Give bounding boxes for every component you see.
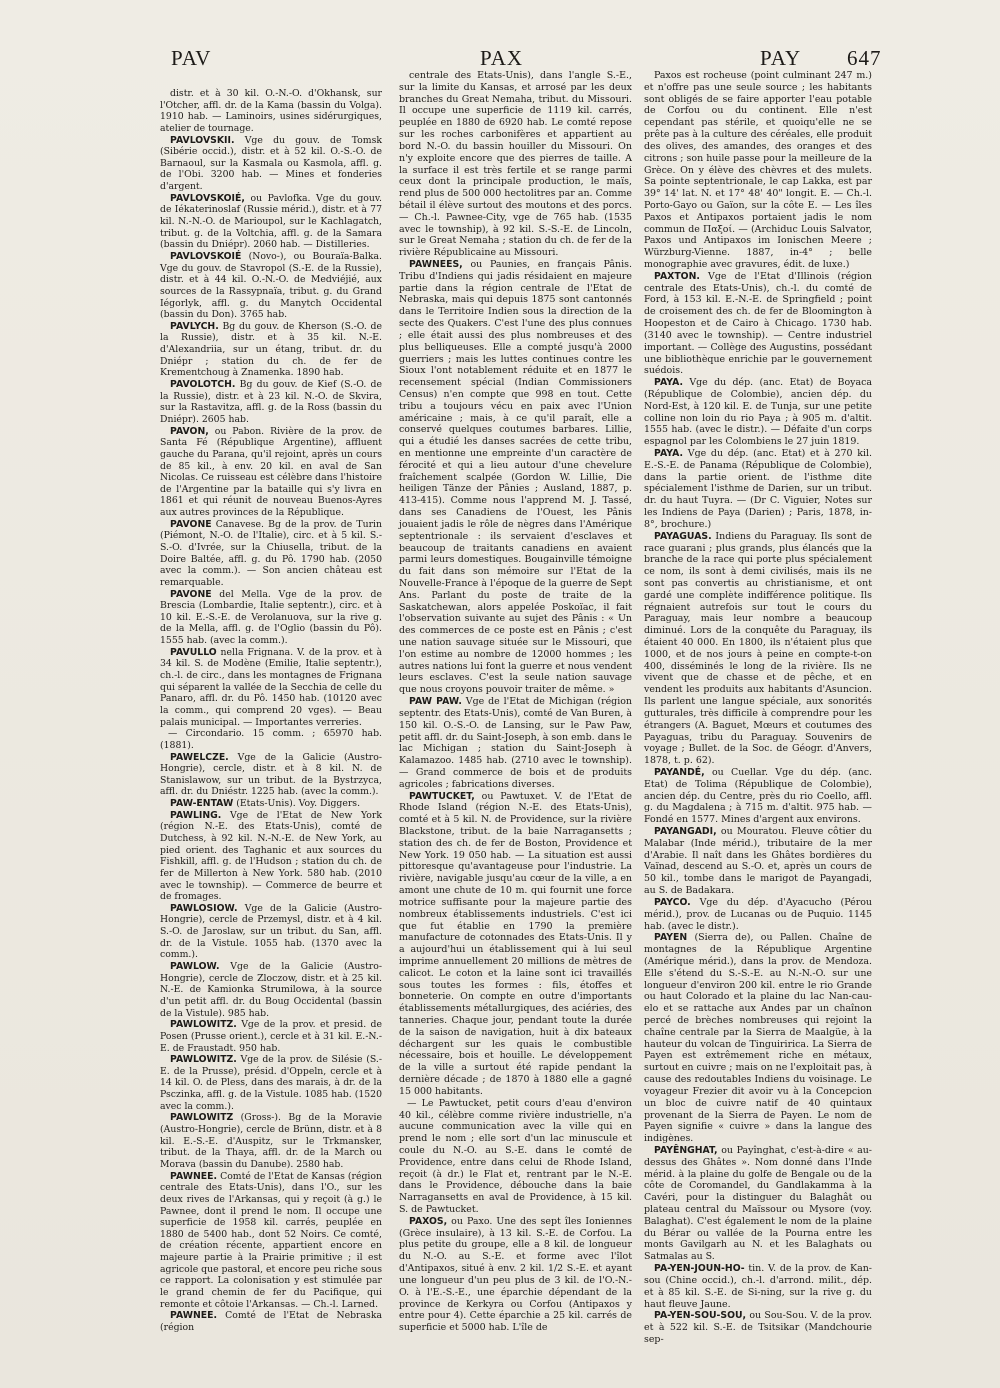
dictionary-entry (160, 589, 382, 647)
entry-text: Vge du dép. d'Ayacucho (Pérou mérid.), prov. de Lucanas ou de Puquio. 1145 hab. (avec le distr.). (644, 896, 872, 932)
entry-text: ou Pavlofka. Vge du gouv. de Iékaterinoslaf (Russie mérid.), distr. et à 77 kil. N.-N.-O. de Marioupol, sur le Kachlagatch, tribut. g. de la Voltchia, affl. g. de la Samara (bassin du Dniépr). 2060 hab. — Distilleries. (160, 192, 382, 251)
entry-headword: PAVONE (170, 518, 212, 530)
entry-headword: PAVLYCH. (170, 320, 219, 332)
entry-headword: PAXTON. (654, 270, 700, 282)
dictionary-entry (160, 1054, 382, 1112)
dictionary-entry (160, 1112, 382, 1170)
entry-headword: PAWLOWITZ. (170, 1019, 237, 1031)
entry-text: Vge de la Galicie (Austro-Hongrie), cercle, distr. et à 8 kil. N. de Stanislawow, sur un tribut. de la Bystrzyca, affl. dr. du Dniéstr. 1225 hab. (avec la comm.). (160, 751, 382, 798)
entry-text: Vge de l'Etat de New York (région N.-E. des Etats-Unis), comté de Dutchess, à 92 kil. N.-N.-E. de New York, au pied orient. des Taghanic et aux sources du Fishkill, affl. g. de l'Hudson ; station du ch. de fer de Millerton à New York. 580 hab. (2010 avec le township). — Commerce de beurre et de fromages. (160, 809, 382, 903)
entry-text: ou Paunies, en français Pânis. Tribu d'Indiens qui jadis résidaient en majeure partie dans la région centrale de l'Etat de Nebraska, mais qui depuis 1875 sont cantonnés dans le Territoire Indien sous la direction de la secte des Quakers. C'est l'une des plus connues ; elle était aussi des plus nombreuses et des plus belliqueuses. Elle a compté jusqu'à 2000 guerriers ; mais les luttes continues contre les Sioux l'ont notablement réduite et en 1877 le recensement spécial (Indian Commissioners Census) n'en compte que 998 en tout. Cette tribu a toujours vécu en paix avec l'Union américaine ; mais, à ce qu'il paraît, elle a conservé quelques coutumes barbares. Lillie, qui a étudié les danses sacrées de cette tribu, en mentionne une empreinte d'un caractère de férocité et qui a lieu autour d'une chevelure fraîchement scalpée (Gordon W. Lillie, Die heiligen Tänze der Pânies ; Ausland, 1887, p. 413-415). Comme nous l'apprend M. J. Tassé, dans ses Canadiens de l'Ouest, les Pânis jouaient jadis le rôle de nègres dans l'Amérique septentrionale : ils servaient d'esclaves et beaucoup de traitants canadiens en avaient parmi leurs domestiques. Bougainville témoigne du fait dans son mémoire sur l'Etat de la Nouvelle-France à l'époque de la guerre de Sept Ans. Parlant du poste de traite de la Saskatchewan, alors appelée Poskoïac, il fait l'observation suivante au sujet des Pânis : « Un des commerces de ce poste est en Pânis ; c'est une nation sauvage située sur le Missouri, que l'on estime au nombre de 12000 hommes ; les autres nations lui font la guerre et nous vendent leurs esclaves. C'est la seule nation sauvage que nous croyons pouvoir traiter de même. » (399, 259, 632, 696)
entry-headword: PA-YEN-JOUN-HO- (654, 1263, 745, 1275)
entry-text: (Sierra de), ou Pallen. Chaîne de montagnes de la République Argentine (Amérique mérid.), dans la prov. de Mendoza. Elle s'étend du S.-S.-E. au N.-N.-O. sur une longueur d'environ 200 kil. entre le rio Grande ou haut Colorado et la plaine du lac Nan-cau-elo et se rattache aux Andes par un chaînon percé de brèches nombreuses qui rejoint la chaîne centrale par la Sierra de Maalgüe, à la hauteur du volcan de Tinguiririca. La Sierra de Payen est extrêmement riche en métaux, surtout en cuivre ; mais on ne l'exploitait pas, à cause des redoutables Indiens du voisinage. Le voyageur Frezier dit avoir vu à la Concepcion un bloc de cuivre natif de 40 quintaux provenant de la Sierra de Payen. Le nom de Payen signifie « cuivre » dans la langue des indigènes. (644, 932, 872, 1145)
dictionary-entry (160, 88, 382, 135)
entry-text: ou Pawtuxet. V. de l'Etat de Rhode Island (région N.-E. des Etats-Unis), comté et à 5 kil. N. de Providence, sur la rivière Blackstone, tribut. de la baie Narragansetts ; station des ch. de fer de Boston, Providence et New York. 19 050 hab. — La situation est aussi pittoresque qu'avantageuse pour l'industrie. La rivière, navigable jusqu'au cœur de la ville, a en amont une chute de 10 m. qui fournit une force motrice suffisante pour la majeure partie des nombreux établissements industriels. C'est ici que fut établie en 1790 la première manufacture de cotonnades des Etats-Unis. Il y a aujourd'hui un établissement qui à lui seul imprime annuellement 20 millions de mètres de calicot. Le coton et la laine sont ici travaillés sous toutes les formes : fils, étoffes et bonneterie. On compte en outre d'importants établissements métallurgiques, des aciéries, des tanneries. Chaque jour, pendant toute la durée de la saison de navigation, huit à dix bateaux déchargent sur les quais le combustible nécessaire, bois et houille. Le développement de la ville a surtout été rapide pendant la dernière décade ; de 1870 à 1880 elle a gagné 15 000 habitants. (399, 790, 633, 1097)
entry-text: centrale des Etats-Unis), dans l'angle S.-E., sur la limite du Kansas, et arrosé par les deux branches du Great Nemaha, tribut. du Missouri. Il occupe une superficie de 1119 kil. carrés, peuplée en 1880 de 6920 hab. Le comté repose sur les roches carbonifères et appartient au bord N.-O. du bassin houiller du Missouri. On n'y exploite encore que des pierres de taille. A la surface il est très fertile et se range parmi ceux dont la principale production, le maïs, rend plus de 500 000 hectolitres par an. Comme bétail il élève surtout des moutons et des porcs. — Ch.-l. Pawnee-City, vge de 765 hab. (1535 avec le township), à 92 kil. S.-S.-E. de Lincoln, sur le Great Nemaha ; station du ch. de fer de la rivière Républicaine au Missouri. (399, 70, 632, 259)
dictionary-entry (644, 1145, 872, 1263)
entry-text: Bg du gouv. de Kherson (S.-O. de la Russie), distr. et à 35 kil. N.-E. d'Alexandriia, sur un étang, tribut. dr. du Dniépr ; station du ch. de fer de Krementchoug à Znamenka. 1890 hab. (160, 320, 382, 379)
entry-headword: PAWLOWITZ (170, 1112, 234, 1124)
dictionary-entry (160, 1019, 382, 1054)
dictionary-entry (644, 1263, 872, 1310)
entry-text: (Gross-). Bg de la Moravie (Austro-Hongrie), cercle de Brünn, distr. et à 8 kil. E.-S.-E. d'Auspitz, sur le Trkmansker, tribut. de la Thaya, affl. dr. de la March ou Morava (bassin du Danube). 2580 hab. (160, 1112, 382, 1170)
column-3 (644, 70, 872, 1346)
entry-headword: PAWNEE. (170, 1170, 218, 1182)
entry-headword: PAWLOWITZ. (170, 1054, 237, 1066)
dictionary-entry (160, 193, 382, 251)
entry-text: Vge de l'Etat d'Illinois (région centrale des Etats-Unis), ch.-l. du comté de Ford, à 153 kil. E.-N.-E. de Springfield ; point de croisement des ch. de fer de Bloomington à Hoopeston et de Cairo à Chicago. 1730 hab. (3140 avec le township). — Centre industriel important. — Collège des Augustins, possédant une bibliothèque enrichie par le gouvernement suédois. (644, 270, 873, 377)
dictionary-entry (160, 251, 382, 321)
entry-headword: PAWLOSIOW. (170, 902, 238, 914)
entry-text: ou Sou-Sou. V. de la prov. et à 522 kil. S.-E. de Tsitsikar (Mandchourie sep- (644, 1310, 873, 1345)
dictionary-entry (160, 379, 382, 426)
entry-text: Vge de la Galicie (Austro-Hongrie), cercle de Zloczow, distr. et à 25 kil. N.-E. de Kamionka Strumilowa, à la source d'un petit affl. dr. du Boug Occidental (bassin de la Vistule). 985 hab. (160, 961, 382, 1019)
entry-headword: PA-YEN-SOU-SOU, (654, 1310, 747, 1322)
dictionary-entry (644, 767, 872, 826)
dictionary-entry (160, 810, 382, 903)
dictionary-entry (644, 1310, 872, 1345)
dictionary-entry (399, 259, 632, 696)
entry-headword: PAW PAW. (409, 696, 462, 708)
entry-text: Vge du gouv. de Tomsk (Sibérie occid.), distr. et à 52 kil. O.-S.-O. de Barnaoul, sur la Kasmala ou Kasmola, affl. g. de l'Obi. 3200 hab. — Mines et fonderies d'argent. (160, 134, 382, 193)
dictionary-entry (644, 897, 872, 932)
entry-headword: PAYANGADI, (654, 826, 717, 837)
entry-text: ou Cuellar. Vge du dép. (anc. Etat) de Tolima (République de Colombie), ancien dép. du Centre, près du rio Coello, affl. g. du Magdalena ; à 715 m. d'altit. 975 hab. — Fondé en 1577. Mines d'argent aux environs. (644, 766, 873, 826)
dictionary-entry (644, 826, 872, 897)
entry-headword: PAVON, (170, 425, 209, 437)
running-head-center: PAX (480, 46, 524, 70)
dictionary-entry (160, 961, 382, 1019)
dictionary-entry (644, 70, 872, 271)
dictionary-entry (644, 531, 872, 767)
entry-text: Vge de la prov. de Silésie (S.-E. de la Prusse), présid. d'Oppeln, cercle et à 14 kil. O. de Pless, dans des marais, à dr. de la Psczinka, affl. g. de la Vistule. 1085 hab. (1520 avec la comm.). (160, 1054, 382, 1112)
entry-headword: PAVLOVSKOIÉ (170, 250, 242, 262)
entry-headword: PAVLOVSKOIÉ, (170, 192, 245, 204)
entry-headword: PAVULLO (170, 646, 217, 658)
dictionary-entry (644, 271, 872, 377)
entry-headword: PAVONE (170, 588, 212, 600)
dictionary-entry (399, 1216, 632, 1334)
dictionary-entry (160, 752, 382, 799)
entry-headword: PAW-ENTAW (170, 798, 234, 810)
entry-text: Bg du gouv. de Kief (S.-O. de la Russie), distr. et à 23 kil. N.-O. de Skvira, sur la Rastavitza, affl. g. de la Ross (bassin du Dniépr). 2605 hab. (160, 379, 382, 425)
entry-text: nella Frignana. V. de la prov. et à 34 kil. S. de Modène (Emilie, Italie septentr.), ch.-l. de circ., dans les montagnes de Frignana qui séparent la vallée de la Secchia de celle du Panaro, affl. dr. du Pô. 1450 hab. (10120 avec la comm., qui comprend 20 vges). — Beau palais municipal. — Importantes verreries. (160, 646, 382, 728)
entry-text: — Circondario. 15 comm. ; 65970 hab. (1881). (160, 728, 382, 751)
entry-text: Vge du dép. (anc. Etat) de Boyaca (République de Colombie), ancien dép. du Nord-Est, à 120 kil. E. de Tunja, sur une petite colline non loin du rio Paya ; à 905 m. d'altit. 1555 hab. (avec le distr.). — Défaite d'un corps espagnol par les Colombiens le 27 juin 1819. (644, 377, 872, 448)
column-2 (399, 70, 632, 1334)
dictionary-entry (160, 321, 382, 379)
entry-text: Comté de l'Etat de Kansas (région centrale des Etats-Unis), dans l'O., sur les deux rives de l'Arkansas, qui y reçoit (à g.) le Pawnee, dont il prend le nom. Il occupe une superficie de 1958 kil. carrés, peuplée en 1880 de 5400 hab., dont 52 Noirs. Ce comté, de création récente, appartient encore en majeure partie à la Prairie primitive ; il est agricole que pastoral, et encore peu riche sous ce rapport. La colonisation y est stimulée par le grand chemin de fer du Pacifique, qui remonte et côtoie l'Arkansas. — Ch.-l. Larned. (160, 1170, 382, 1310)
entry-text: — Le Pawtucket, petit cours d'eau d'environ 40 kil., célèbre comme rivière industrielle, n'a aucune communication avec la ville qui en prend le nom ; elle sort d'un lac minuscule et coule du N.-O. au S.-E. dans le comté de Providence, entre dans celui de Rhode Island, reçoit (à dr.) le Flat et, rentrant par le N.-E. dans le Providence, débouche dans la baie Narragansetts en aval de Providence, à 15 kil. S. de Pawtucket. (399, 1097, 632, 1215)
dictionary-entry (644, 448, 872, 531)
entry-text: distr. et à 30 kil. O.-N.-O. d'Okhansk, sur l'Otcher, affl. dr. de la Kama (bassin du Volga). 1910 hab. — Laminoirs, usines sidérurgiques, atelier de tournage. (160, 88, 382, 134)
entry-text: Vge de la Galicie (Austro-Hongrie), cercle de Przemysl, distr. et à 4 kil. S.-O. de Jaroslaw, sur un tribut. du San, affl. dr. de la Vistule. 1055 hab. (1370 avec la comm.). (160, 902, 382, 961)
entry-headword: PAYCO. (654, 896, 691, 908)
running-head-left: PAV (171, 46, 212, 70)
entry-text: tin. V. de la prov. de Kan-sou (Chine occid.), ch.-l. d'arrond. milit., dép. et à 85 kil. S.-E. de Si-ning, sur la rive g. du haut fleuve Jaune. (644, 1263, 872, 1310)
entry-text: Vge du dép. (anc. Etat) et à 270 kil. E.-S.-E. de Panama (République de Colombie), dans la partie orient. de l'isthme dite spécialement l'isthme de Darien, sur un tribut. dr. du haut Tuyra. — (Dr C. Viguier, Notes sur les Indiens de Paya (Darien) ; Paris, 1878, in-8°, brochure.) (644, 448, 872, 530)
entry-headword: PAWLING. (170, 809, 222, 821)
dictionary-entry (160, 1310, 382, 1333)
entry-headword: PAVLOVSKII. (170, 134, 235, 146)
entry-headword: PAWNEE. (170, 1310, 218, 1322)
dictionary-entry (399, 70, 632, 259)
entry-text: ou Paxo. Une des sept îles Ioniennes (Grèce insulaire), à 13 kil. S.-E. de Corfou. La plus petite du groupe, elle a 8 kil. de longueur du N.-O. au S.-E. et forme avec l'îlot d'Antipaxos, situé à env. 2 kil. 1/2 S.-E. et ayant une longueur d'un peu plus de 3 kil. de l'O.-N.-O. à l'E.-S.-E., une éparchie dépendant de la province de Kerkyra ou Corfou (Antipaxos y entre pour 4). Cette éparchie a 25 kil. carrés de superficie et 5000 hab. L'île de (399, 1215, 633, 1334)
entry-text: ou Pabon. Rivière de la prov. de Santa Fé (République Argentine), affluent gauche du Parana, qu'il rejoint, après un cours de 85 kil., à env. 20 kil. en aval de San Nicolas. Ce ruisseau est célèbre dans l'histoire de l'Argentine par la bataille qui s'y livra en 1861 et qui réunit de nouveau Buenos-Ayres aux autres provinces de la République. (160, 425, 382, 519)
entry-text: (Etats-Unis). Voy. Diggers. (236, 798, 361, 810)
entry-headword: PAYANDÉ, (654, 766, 705, 778)
entry-headword: PAYÊNGHAT, (654, 1144, 718, 1156)
entry-text: Comté de l'Etat de Nebraska (région (160, 1310, 382, 1333)
dictionary-entry (160, 426, 382, 519)
page-number: 647 (847, 46, 882, 70)
entry-headword: PAYEN (654, 932, 688, 944)
dictionary-entry (160, 903, 382, 961)
entry-text: Indiens du Paraguay. Ils sont de race guarani ; plus grands, plus élancés que la branche de la race qui porte plus spécialement ce nom, ils sont à demi civilisés, mais ils ne sont pas convertis au christianisme, et ont gardé une complète indifférence politique. Ils régnaient autrefois sur tout le cours du Paraguay, mais leur nombre a beaucoup diminué. Lors de la conquête du Paraguay, ils étaient 40 000. En 1800, ils n'étaient plus que 1000, et de nos jours à peine en compte-t-on 400, disséminés le long de la rivière. Ils ne vivent que de chasse et de pêche, et en vendent les produits aux habitants d'Asuncion. Ils parlent une langue spéciale, aux sonorités gutturales, très difficile à comprendre pour les étrangers (A. Baguet, Mœurs et coutumes des Payaguas, tribu du Paraguay. Souvenirs de voyage ; Bullet. de la Soc. de Géogr. d'Anvers, 1878, t. p. 62). (644, 530, 872, 767)
running-head-right: PAY (760, 46, 802, 70)
entry-text: Paxos est rocheuse (point culminant 247 m.) et n'offre pas une seule source ; les habitants sont obligés de se faire apporter l'eau potable de Corfou ou du continent. Elle n'est cependant pas stérile, et quoiqu'elle ne se prête pas à la culture des céréales, elle produit des olives, des amandes, des oranges et des citrons ; son huile passe pour la meilleure de la Grèce. On y élève des chèvres et des mulets. Sa pointe septentrionale, le cap Lakka, est par 39° 14' lat. N. et 17° 48' 40" longit. E. — Ch.-l. Porto-Gayo ou Gaïon, sur la côte E. — Les îles Paxos et Antipaxos portaient jadis le nom commun de Παξοί. — (Archiduc Louis Salvator, Paxos und Antipaxos im Ionischen Meere ; Würzburg-Vienne. 1887, in-4° ; belle monographie avec gravures, édit. de luxe.) (644, 70, 872, 270)
entry-headword: PAYA. (654, 377, 684, 389)
dictionary-entry (399, 696, 632, 791)
entry-headword: PAYA. (654, 448, 684, 459)
entry-text: Canavese. Bg de la prov. de Turin (Piémont, N.-O. de l'Italie), circ. et à 5 kil. S.-S.-O. d'Ivrée, sur la Chiusella, tribut. de la Doire Baltée, affl. g. du Pô. 1790 hab. (2050 avec la comm.). — Son ancien château est remarquable. (160, 518, 382, 588)
entry-headword: PAVOLOTCH. (170, 379, 236, 391)
entry-headword: PAWELCZE. (170, 751, 229, 763)
entry-text: Vge de la prov. et presid. de Posen (Prusse orient.), cercle et à 31 kil. E.-N.-E. de Fraustadt. 950 hab. (160, 1019, 382, 1054)
entry-headword: PAYAGUAS. (654, 530, 712, 542)
entry-headword: PAXOS, (409, 1215, 448, 1227)
entry-text: ou Payînghat, c'est-à-dire « au-dessus des Ghâtes ». Nom donné dans l'Inde mérid. à la plaine du golfe de Bengale ou de la côte de Coromandel, du Gandlakamma à la Cavéri, pour la distinguer du Balaghât ou plateau central du Maïssour ou Mysore (voy. Balaghat). C'est également le nom de la plaine du Bérar ou vallée de la Pourna entre les monts Gavilgarh au N. et les Balaghats ou Satmalas au S. (644, 1144, 873, 1263)
column-1 (160, 88, 382, 1334)
dictionary-entry (160, 798, 382, 810)
dictionary-entry (644, 377, 872, 448)
dictionary-entry (160, 135, 382, 193)
entry-headword: PAWLOW. (170, 961, 220, 973)
dictionary-entry (160, 519, 382, 589)
dictionary-entry (160, 1171, 382, 1311)
entry-text: (Novo-), ou Bouraïa-Balka. Vge du gouv. de Stavropol (S.-E. de la Russie), distr. et à 44 kil. O.-N.-O. de Medviéjié, aux sources de la Rassypnaïa, tribut. g. du Grand Iégorlyk, affl. g. du Manytch Occidental (bassin du Don). 3765 hab. (160, 250, 382, 321)
dictionary-entry (160, 728, 382, 751)
entry-text: ou Mouratou. Fleuve côtier du Malabar (Inde mérid.), tributaire de la mer d'Arabie. Il naît dans les Ghâtes bordières du Vaïnad, descend au S.-O. et, après un cours de 50 kil., tombe dans le marigot de Payangadi, au S. de Badakara. (644, 826, 873, 897)
dictionary-entry (399, 1098, 632, 1216)
dictionary-entry (160, 647, 382, 728)
entry-text: Vge de l'Etat de Michigan (région septentr. des Etats-Unis), comté de Van Buren, à 150 kil. O.-S.-O. de Lansing, sur le Paw Paw, petit affl. dr. du Saint-Joseph, à son emb. dans le lac Michigan ; station du Saint-Joseph à Kalamazoo. 1485 hab. (2710 avec le township). — Grand commerce de bois et de produits agricoles ; fabrications diverses. (399, 696, 633, 790)
entry-text: del Mella. Vge de la prov. de Brescia (Lombardie, Italie septentr.), circ. et à 10 kil. E.-S.-E. de Verolanuova, sur la rive g. de la Mella, affl. g. de l'Oglio (bassin du Pô). 1555 hab. (avec la comm.). (160, 588, 382, 647)
dictionary-entry (399, 791, 632, 1098)
dictionary-entry (644, 932, 872, 1145)
entry-headword: PAWTUCKET, (409, 790, 475, 802)
entry-headword: PAWNEES, (409, 259, 463, 270)
